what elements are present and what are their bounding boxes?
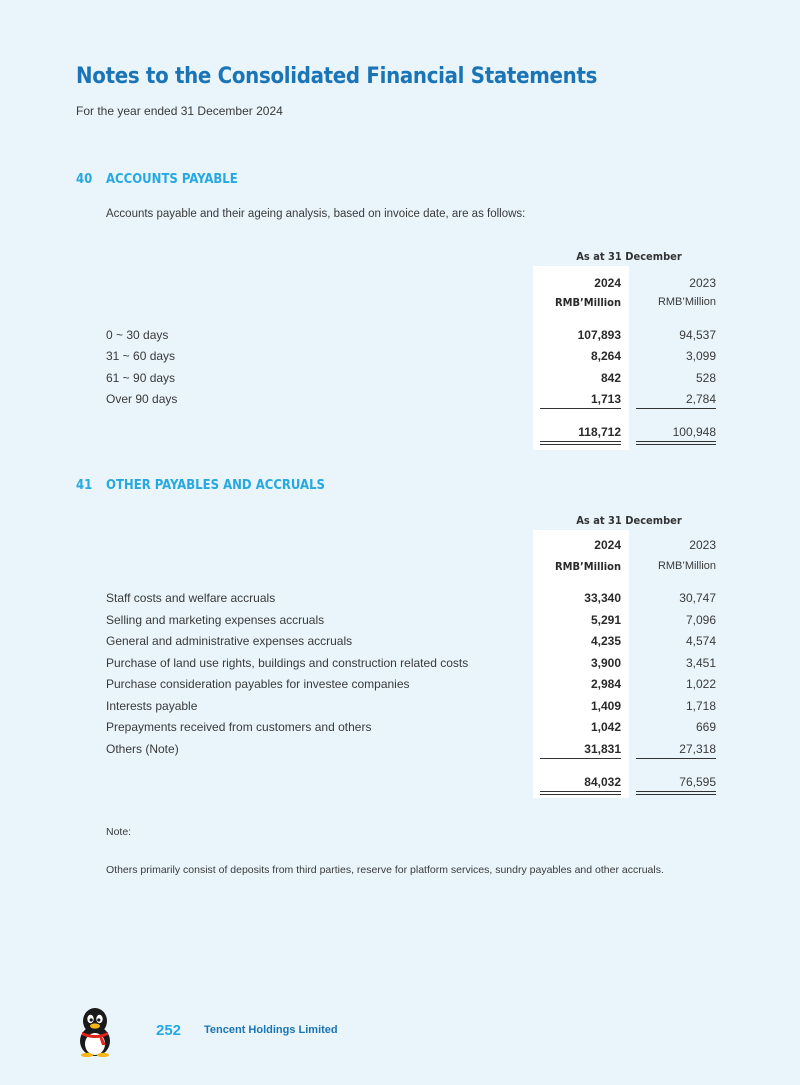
section-41-heading	[76, 478, 325, 493]
value-2024: 31,831	[584, 742, 621, 756]
as-at-header: As at 31 December	[576, 250, 682, 263]
value-2024: 4,235	[590, 634, 621, 648]
value-2024: 107,893	[577, 328, 621, 342]
subtotal-rule-2023	[636, 408, 716, 409]
value-2023: 2,784	[685, 392, 716, 406]
as-at-header: As at 31 December	[576, 514, 682, 527]
total-double-rule-2023	[636, 791, 716, 795]
value-2024: 1,409	[590, 699, 621, 713]
value-2023: 7,096	[685, 613, 716, 627]
page-number: 252	[156, 1022, 182, 1039]
row-label: Purchase of land use rights, buildings and construction related costs	[106, 656, 469, 670]
value-2024: 2,984	[590, 677, 621, 691]
total-2024: 118,712	[578, 425, 621, 439]
row-label: General and administrative expenses accruals	[106, 634, 353, 648]
row-label: 31 ~ 60 days	[106, 349, 176, 363]
row-label: Selling and marketing expenses accruals	[106, 613, 325, 627]
section-number: 40	[76, 172, 93, 187]
value-2024: 1,713	[590, 392, 621, 406]
subtotal-rule-2023	[636, 758, 716, 759]
value-2024: 33,340	[584, 591, 621, 605]
value-2023: 1,022	[685, 677, 716, 691]
note-text: Others primarily consist of deposits from third parties, reserve for platform services, sundry payables and other accruals.	[106, 864, 664, 876]
note-label: Note:	[106, 826, 132, 838]
row-label: Over 90 days	[106, 392, 178, 406]
penguin-icon	[74, 1005, 116, 1057]
total-2023: 76,595	[679, 775, 716, 789]
unit-2024-header: RMB’Million	[554, 560, 621, 573]
value-2024: 8,264	[590, 349, 621, 363]
row-label: Interests payable	[106, 699, 198, 713]
page-subtitle: For the year ended 31 December 2024	[76, 104, 283, 118]
row-label: 61 ~ 90 days	[106, 371, 176, 385]
row-label: Purchase consideration payables for investee companies	[106, 677, 410, 691]
total-2023: 100,948	[672, 425, 716, 439]
value-2023: 30,747	[679, 591, 716, 605]
value-2023: 3,099	[685, 349, 716, 363]
year-2023-header: 2023	[689, 538, 716, 552]
year-2024-header: 2024	[594, 276, 621, 290]
value-2024: 1,042	[590, 720, 621, 734]
total-double-rule-2024	[540, 791, 621, 795]
section-number: 41	[76, 478, 93, 493]
value-2024: 842	[600, 371, 621, 385]
value-2024: 3,900	[590, 656, 621, 670]
value-2023: 27,318	[679, 742, 716, 756]
subtotal-rule-2024	[540, 758, 621, 759]
section-title: OTHER PAYABLES AND ACCRUALS	[106, 478, 325, 493]
year-2023-header: 2023	[689, 276, 716, 290]
value-2024: 5,291	[590, 613, 621, 627]
value-2023: 669	[695, 720, 716, 734]
section-40-heading	[76, 172, 238, 187]
subtotal-rule-2024	[540, 408, 621, 409]
row-label: 0 ~ 30 days	[106, 328, 169, 342]
section-title: ACCOUNTS PAYABLE	[106, 172, 238, 187]
year-2024-header: 2024	[594, 538, 621, 552]
value-2023: 1,718	[685, 699, 716, 713]
section-40-intro: Accounts payable and their ageing analysis, based on invoice date, are as follows:	[106, 208, 526, 220]
company-name: Tencent Holdings Limited	[204, 1024, 338, 1036]
value-2023: 528	[695, 371, 716, 385]
value-2023: 3,451	[685, 656, 716, 670]
unit-2023-header: RMB’Million	[657, 296, 716, 308]
unit-2024-header: RMB’Million	[554, 296, 621, 309]
row-label: Others (Note)	[106, 742, 179, 756]
row-label: Prepayments received from customers and others	[106, 720, 372, 734]
row-label: Staff costs and welfare accruals	[106, 591, 276, 605]
total-double-rule-2024	[540, 441, 621, 445]
value-2023: 4,574	[685, 634, 716, 648]
total-2024: 84,032	[584, 775, 621, 789]
page-title: Notes to the Consolidated Financial Statements	[76, 64, 598, 89]
total-double-rule-2023	[636, 441, 716, 445]
value-2023: 94,537	[679, 328, 716, 342]
unit-2023-header: RMB’Million	[657, 560, 716, 572]
